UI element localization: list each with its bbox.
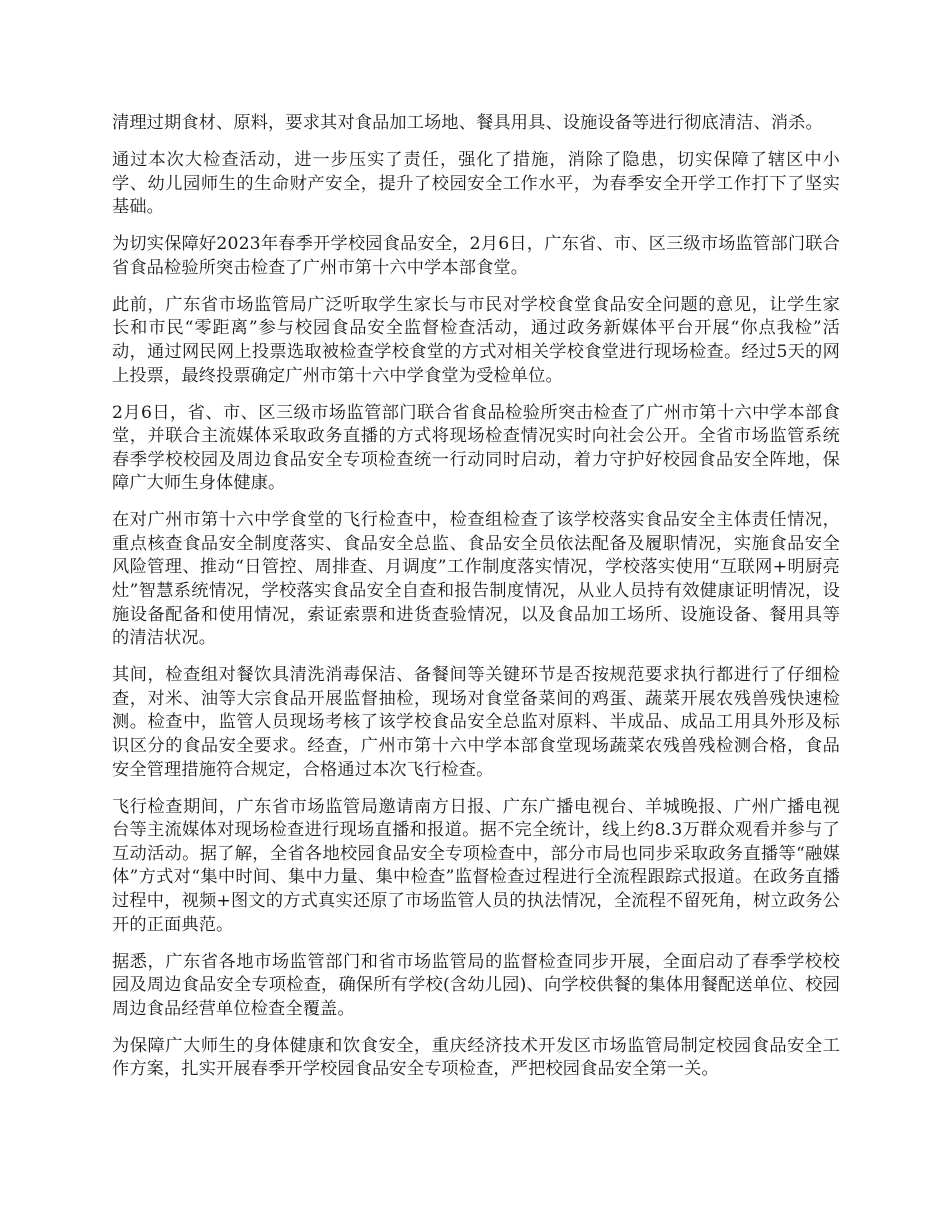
paragraph-5: 2月6日，省、市、区三级市场监管部门联合省食品检验所突击检查了广州市第十六中学本部食堂，并联合主流媒体采取政务直播的方式将现场检查情况实时向社会公开。全省市场监管系统春季学校校园及周边食品安全专项检查统一行动同时启动，着力守护好校园食品安全阵地，保障广大师生身体健康。 <box>112 402 840 494</box>
document-body <box>112 112 840 1095</box>
paragraph-6: 在对广州市第十六中学食堂的飞行检查中，检查组检查了该学校落实食品安全主体责任情况，重点核查食品安全制度落实、食品安全总监、食品安全员依法配备及履职情况，实施食品安全风险管理、推动“日管控、周排查、月调度”工作制度落实情况，学校落实使用“互联网+明厨亮灶”智慧系统情况，学校落实食品安全自查和报告制度情况，从业人员持有效健康证明情况，设施设备配备和使用情况，索证索票和进货查验情况，以及食品加工场所、设施设备、餐用具等的清洁状况。 <box>112 510 840 649</box>
paragraph-8: 飞行检查期间，广东省市场监管局邀请南方日报、广东广播电视台、羊城晚报、广州广播电视台等主流媒体对现场检查进行现场直播和报道。据不完全统计，线上约8.3万群众观看并参与了互动活动。据了解，全省各地校园食品安全专项检查中，部分市局也同步采取政务直播等“融媒体”方式对“集中时间、集中力量、集中检查”监督检查过程进行全流程跟踪式报道。在政务直播过程中，视频+图文的方式真实还原了市场监管人员的执法情况，全流程不留死角，树立政务公开的正面典范。 <box>112 796 840 935</box>
paragraph-3: 为切实保障好2023年春季开学校园食品安全，2月6日，广东省、市、区三级市场监管部门联合省食品检验所突击检查了广州市第十六中学本部食堂。 <box>112 234 840 278</box>
paragraph-7: 其间，检查组对餐饮具清洗消毒保洁、备餐间等关键环节是否按规范要求执行都进行了仔细检查，对米、油等大宗食品开展监督抽检，现场对食堂备菜间的鸡蛋、蔬菜开展农残兽残快速检测。检查中，监管人员现场考核了该学校食品安全总监对原料、半成品、成品工用具外形及标识区分的食品安全要求。经查，广州市第十六中学本部食堂现场蔬菜农残兽残检测合格，食品安全管理措施符合规定，合格通过本次飞行检查。 <box>112 665 840 780</box>
paragraph-10: 为保障广大师生的身体健康和饮食安全，重庆经济技术开发区市场监管局制定校园食品安全工作方案，扎实开展春季开学校园食品安全专项检查，严把校园食品安全第一关。 <box>112 1035 840 1080</box>
paragraph-2: 通过本次大检查活动，进一步压实了责任，强化了措施，消除了隐患，切实保障了辖区中小学、幼儿园师生的生命财产安全，提升了校园安全工作水平，为春季安全开学工作打下了坚实基础。 <box>112 149 840 218</box>
paragraph-1: 清理过期食材、原料，要求其对食品加工场地、餐具用具、设施设备等进行彻底清洁、消杀。 <box>112 113 823 133</box>
paragraph-9: 据悉，广东省各地市场监管部门和省市场监管局的监督检查同步开展，全面启动了春季学校校园及周边食品安全专项检查，确保所有学校(含幼儿园)、向学校供餐的集体用餐配送单位、校园周边食品经营单位检查全覆盖。 <box>112 951 840 1019</box>
paragraph-4: 此前，广东省市场监管局广泛听取学生家长与市民对学校食堂食品安全问题的意见，让学生家长和市民“零距离”参与校园食品安全监督检查活动，通过政务新媒体平台开展“你点我检”活动，通过网民网上投票选取被检查学校食堂的方式对相关学校食堂进行现场检查。经过5天的网上投票，最终投票确定广州市第十六中学食堂为受检单位。 <box>112 294 840 386</box>
